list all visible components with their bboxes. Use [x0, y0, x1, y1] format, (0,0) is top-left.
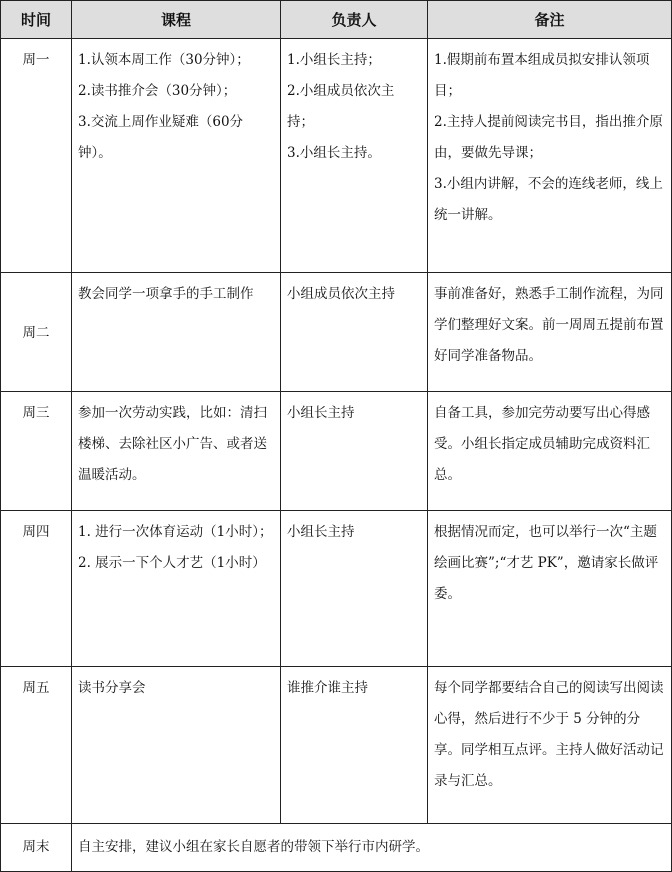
course-cell — [72, 511, 281, 667]
course-cell: 读书分享会 — [72, 667, 281, 824]
table-row — [1, 392, 672, 511]
day-cell: 周五 — [1, 667, 72, 824]
day-cell — [1, 273, 72, 392]
day-cell: 周末 — [1, 824, 72, 872]
leader-cell: 小组长主持 — [281, 511, 428, 667]
weekend-merged-cell: 自主安排，建议小组在家长自愿者的带领下举行市内研学。 — [72, 824, 672, 872]
table-row — [1, 511, 672, 667]
header-course: 课程 — [72, 1, 281, 39]
leader-item: 3.小组长主持。 — [287, 145, 381, 161]
notes-cell — [428, 39, 672, 273]
notes-item: 2.主持人提前阅读完书目，指出推介原由，要做先导课； — [434, 114, 663, 161]
course-cell: 教会同学一项拿手的手工制作 — [72, 273, 281, 392]
course-item: 3.交流上周作业疑难（60分钟）。 — [78, 114, 244, 161]
table-header-row — [1, 1, 672, 39]
notes-cell: 自备工具，参加完劳动要写出心得感受。小组长指定成员辅助完成资料汇总。 — [428, 392, 672, 511]
course-cell: 参加一次劳动实践，比如：清扫楼梯、去除社区小广告、或者送温暖活动。 — [72, 392, 281, 511]
course-item: 1.认领本周工作（30分钟）； — [78, 52, 250, 68]
notes-item: 3.小组内讲解，不会的连线老师，线上统一讲解。 — [434, 176, 663, 223]
day-label: 周二 — [22, 324, 50, 341]
table-row — [1, 667, 672, 824]
notes-item: 1.假期前布置本组成员拟安排认领项目； — [434, 52, 650, 99]
day-cell: 周四 — [1, 511, 72, 667]
course-item: 2.读书推介会（30分钟）； — [78, 83, 237, 99]
day-cell: 周一 — [1, 39, 72, 273]
notes-cell: 每个同学都要结合自己的阅读写出阅读心得，然后进行不少于 5 分钟的分享。同学相互点评。主持人做好活动记录与汇总。 — [428, 667, 672, 824]
header-notes: 备注 — [428, 1, 672, 39]
leader-cell: 小组长主持 — [281, 392, 428, 511]
header-time: 时间 — [1, 1, 72, 39]
leader-cell — [281, 39, 428, 273]
leader-cell: 小组成员依次主持 — [281, 273, 428, 392]
course-cell — [72, 39, 281, 273]
course-item: 2. 展示一下个人才艺（1小时） — [78, 555, 266, 571]
notes-cell: 根据情况而定，也可以举行一次“主题绘画比赛”;“才艺 PK”，邀请家长做评委。 — [428, 511, 672, 667]
leader-item: 2.小组成员依次主持； — [287, 83, 395, 130]
day-cell: 周三 — [1, 392, 72, 511]
leader-item: 1.小组长主持； — [287, 52, 381, 68]
table-row — [1, 39, 672, 273]
course-item: 1. 进行一次体育运动（1小时）； — [78, 524, 273, 540]
notes-cell: 事前准备好，熟悉手工制作流程，为同学们整理好文案。前一周周五提前布置好同学准备物品。 — [428, 273, 672, 392]
table-row — [1, 824, 672, 872]
table-row — [1, 273, 672, 392]
leader-cell: 谁推介谁主持 — [281, 667, 428, 824]
header-leader: 负责人 — [281, 1, 428, 39]
